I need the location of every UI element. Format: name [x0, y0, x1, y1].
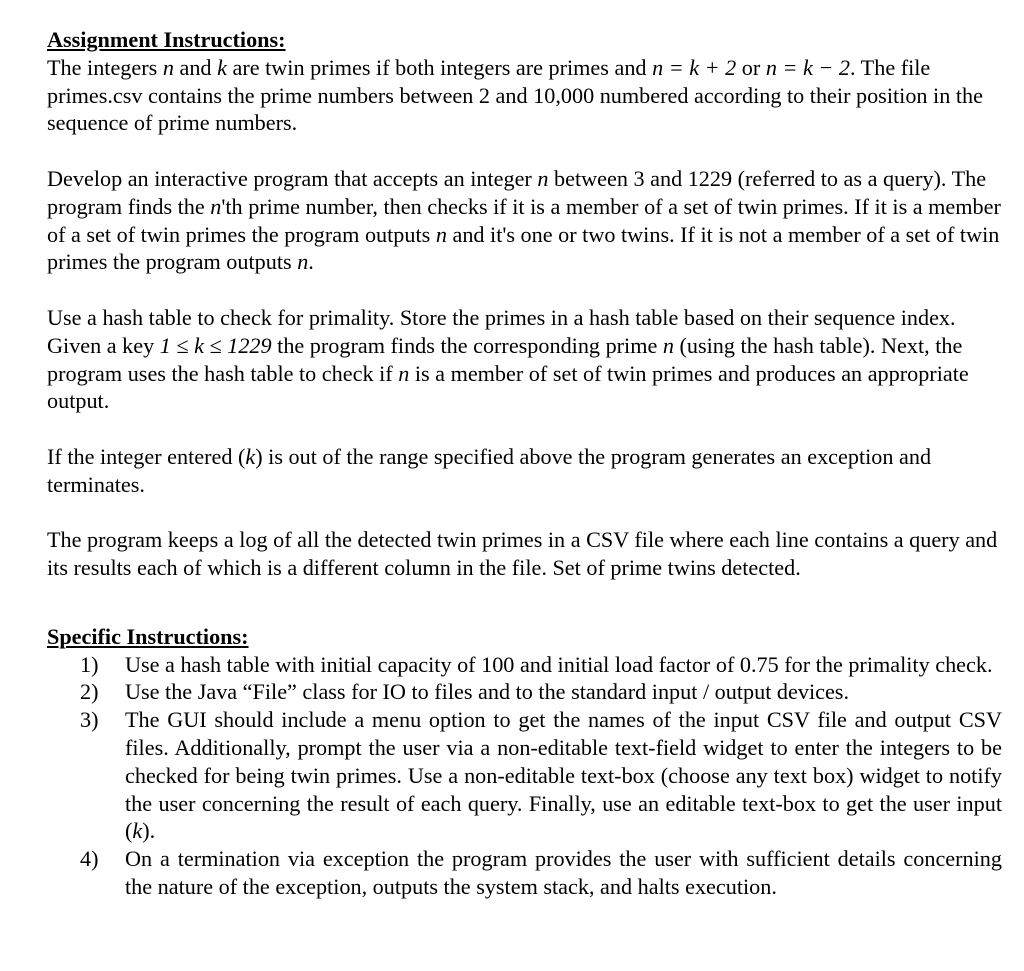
item3-text-b: ). [142, 818, 156, 844]
p2-var-n4: n [297, 249, 309, 275]
hash-table-paragraph [47, 304, 1002, 415]
interactive-program-paragraph [47, 165, 1002, 276]
p3-text-d: is a member of set of twin primes and produces an appropriate output. [47, 360, 969, 414]
p4-var-k: k [245, 443, 256, 469]
p3-text-c: (using the hash table). Next, the program uses the hash table to check if [47, 332, 963, 386]
specific-instructions-list [47, 651, 1002, 901]
p1-var-n: n [162, 54, 174, 80]
blank-line [47, 595, 1002, 623]
p1-var-k: k [217, 54, 227, 80]
p2-text-e: . [308, 249, 314, 275]
p4-text-a: If the integer entered ( [47, 443, 246, 469]
list-item-number: 1) [80, 651, 99, 677]
item3-var-k: k [132, 818, 143, 844]
section-spacer [47, 582, 1002, 595]
document-page [47, 26, 1002, 901]
p3-key-range: 1 ≤ k ≤ 1229 [159, 332, 272, 358]
p1-text-e: . The file primes.csv contains the prime numbers between 2 and 10,000 numbered according to their position in the sequence of prime numbers. [47, 54, 983, 136]
list-item-number: 4) [80, 846, 99, 872]
p1-text-d: or [736, 54, 766, 80]
list-item-text: On a termination via exception the program provides the user with sufficient details concerning the nature of the exception, outputs the system stack, and halts execution. [125, 846, 1002, 899]
list-item-text [125, 706, 1002, 845]
p2-text-a: Develop an interactive program that accepts an integer [47, 165, 538, 191]
assignment-instructions-heading: Assignment Instructions: [47, 27, 286, 52]
p3-text-b: the program finds the corresponding prime [271, 332, 663, 358]
p3-var-n2: n [398, 360, 410, 386]
p2-text-c: 'th prime number, then checks if it is a member of a set of twin primes. If it is a member of a set of twin primes the program outputs [47, 193, 1001, 247]
p2-var-n2: n [210, 193, 222, 219]
p1-text-b: and [173, 54, 218, 80]
list-item [47, 706, 1002, 845]
p1-text-a: The integers [47, 54, 163, 80]
p2-text-b: between 3 and 1229 (referred to as a query). The program finds the [47, 165, 987, 219]
list-item-number: 3) [80, 707, 99, 733]
item3-text-a: The GUI should include a menu option to get the names of the input CSV file and output CSV files. Additionally, prompt the user via a non-editable text-field widget to enter the integers to be checked for being twin primes. Use a non-editable text-box (choose any text box) widget to notify the user concerning the result of each query. Finally, use an editable text-box to get the user input ( [125, 707, 1002, 844]
p3-var-n1: n [662, 332, 674, 358]
p1-text-c: are twin primes if both integers are primes and [226, 54, 653, 80]
twin-primes-definition-paragraph [47, 54, 1002, 137]
list-item-number: 2) [80, 679, 99, 705]
p5-text-a: The program keeps a log of all the detected twin primes in a CSV file where each line contains a query and its results each of which is a different column in the file. Set of prime twins detected. [47, 527, 998, 581]
csv-log-paragraph [47, 526, 1002, 582]
specific-instructions-heading: Specific Instructions: [47, 623, 249, 649]
p2-var-n3: n [435, 221, 447, 247]
list-item [47, 678, 1002, 706]
p1-equation-minus: n = k − 2 [765, 54, 850, 80]
exception-paragraph [47, 443, 1002, 499]
p1-equation-plus: n = k + 2 [652, 54, 737, 80]
p2-var-n1: n [537, 165, 549, 191]
p4-text-b: ) is out of the range specified above the program generates an exception and terminates. [47, 443, 932, 497]
p2-text-d: and it's one or two twins. If it is not a member of a set of twin primes the program outputs [47, 221, 1000, 275]
list-item [47, 845, 1002, 901]
list-item-text: Use a hash table with initial capacity of 100 and initial load factor of 0.75 for the primality check. [125, 651, 993, 677]
list-item-text: Use the Java “File” class for IO to files and to the standard input / output devices. [125, 679, 849, 705]
list-item [47, 651, 1002, 679]
p3-text-a: Use a hash table to check for primality. Store the primes in a hash table based on their sequence index. Given a key [47, 304, 956, 358]
